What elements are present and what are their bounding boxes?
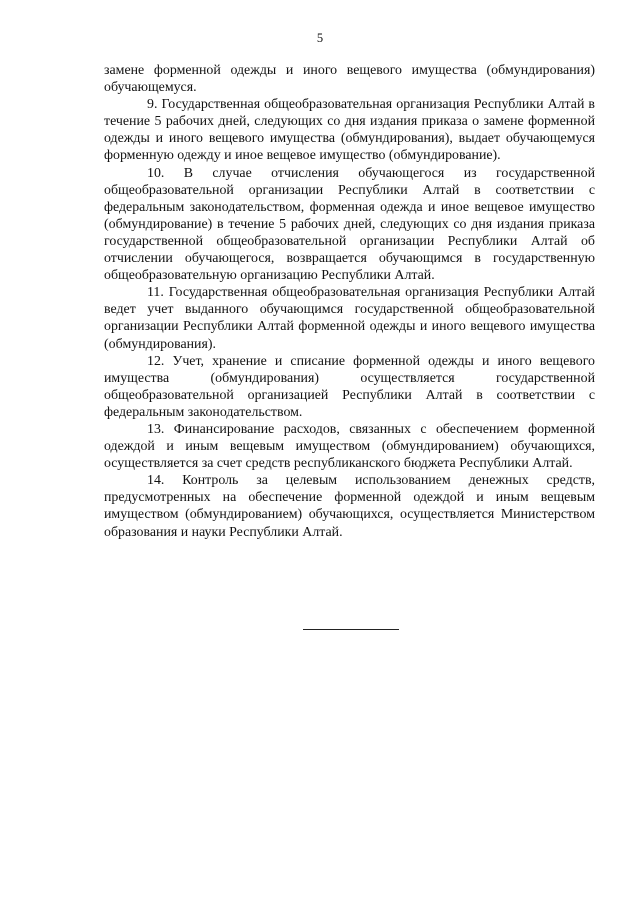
paragraph-14: 14. Контроль за целевым использованием денежных средств, предусмотренных на обеспечение форменной одеждой и иным вещевым имуществом (обмундированием) обучающихся, осуществляется Министерством образования и науки Республики Алтай. bbox=[104, 473, 595, 540]
end-divider-line bbox=[303, 629, 399, 630]
paragraph-continuation: замене форменной одежды и иного вещевого имущества (обмундирования) обучающемуся. bbox=[104, 63, 595, 96]
page-number: 5 bbox=[316, 31, 324, 45]
paragraph-9: 9. Государственная общеобразовательная организация Республики Алтай в течение 5 рабочих дней, следующих со дня издания приказа о замене форменной одежды и иного вещевого имущества (обмундирования), выдает обучающемуся форменную одежду и иное вещевое имущество (обмундирование). bbox=[104, 97, 595, 164]
paragraph-10: 10. В случае отчисления обучающегося из государственной общеобразовательной организации Республики Алтай в соответствии с федеральным законодательством, форменная одежда и иное вещевое имущество (обмундирование) в течение 5 рабочих дней, следующих со дня издания приказа государственной общеобразовательной организации Республики Алтай об отчислении обучающегося, возвращается обучающимся в государственную общеобразовательную организацию Республики Алтай. bbox=[104, 165, 595, 284]
paragraph-12: 12. Учет, хранение и списание форменной одежды и иного вещевого имущества (обмундирования) осуществляется государственной общеобразовательной организацией Республики Алтай в соответствии с федеральным законодательством. bbox=[104, 353, 595, 420]
document-body bbox=[104, 62, 595, 541]
paragraph-13: 13. Финансирование расходов, связанных с обеспечением форменной одеждой и иным вещевым имуществом (обмундированием) обучающихся, осуществляется за счет средств республиканского бюджета Республики Алтай. bbox=[104, 421, 595, 472]
paragraph-11: 11. Государственная общеобразовательная организация Республики Алтай ведет учет выданного обучающимся государственной общеобразовательной организации Республики Алтай форменной одежды и иного вещевого имущества (обмундирования). bbox=[104, 285, 595, 352]
